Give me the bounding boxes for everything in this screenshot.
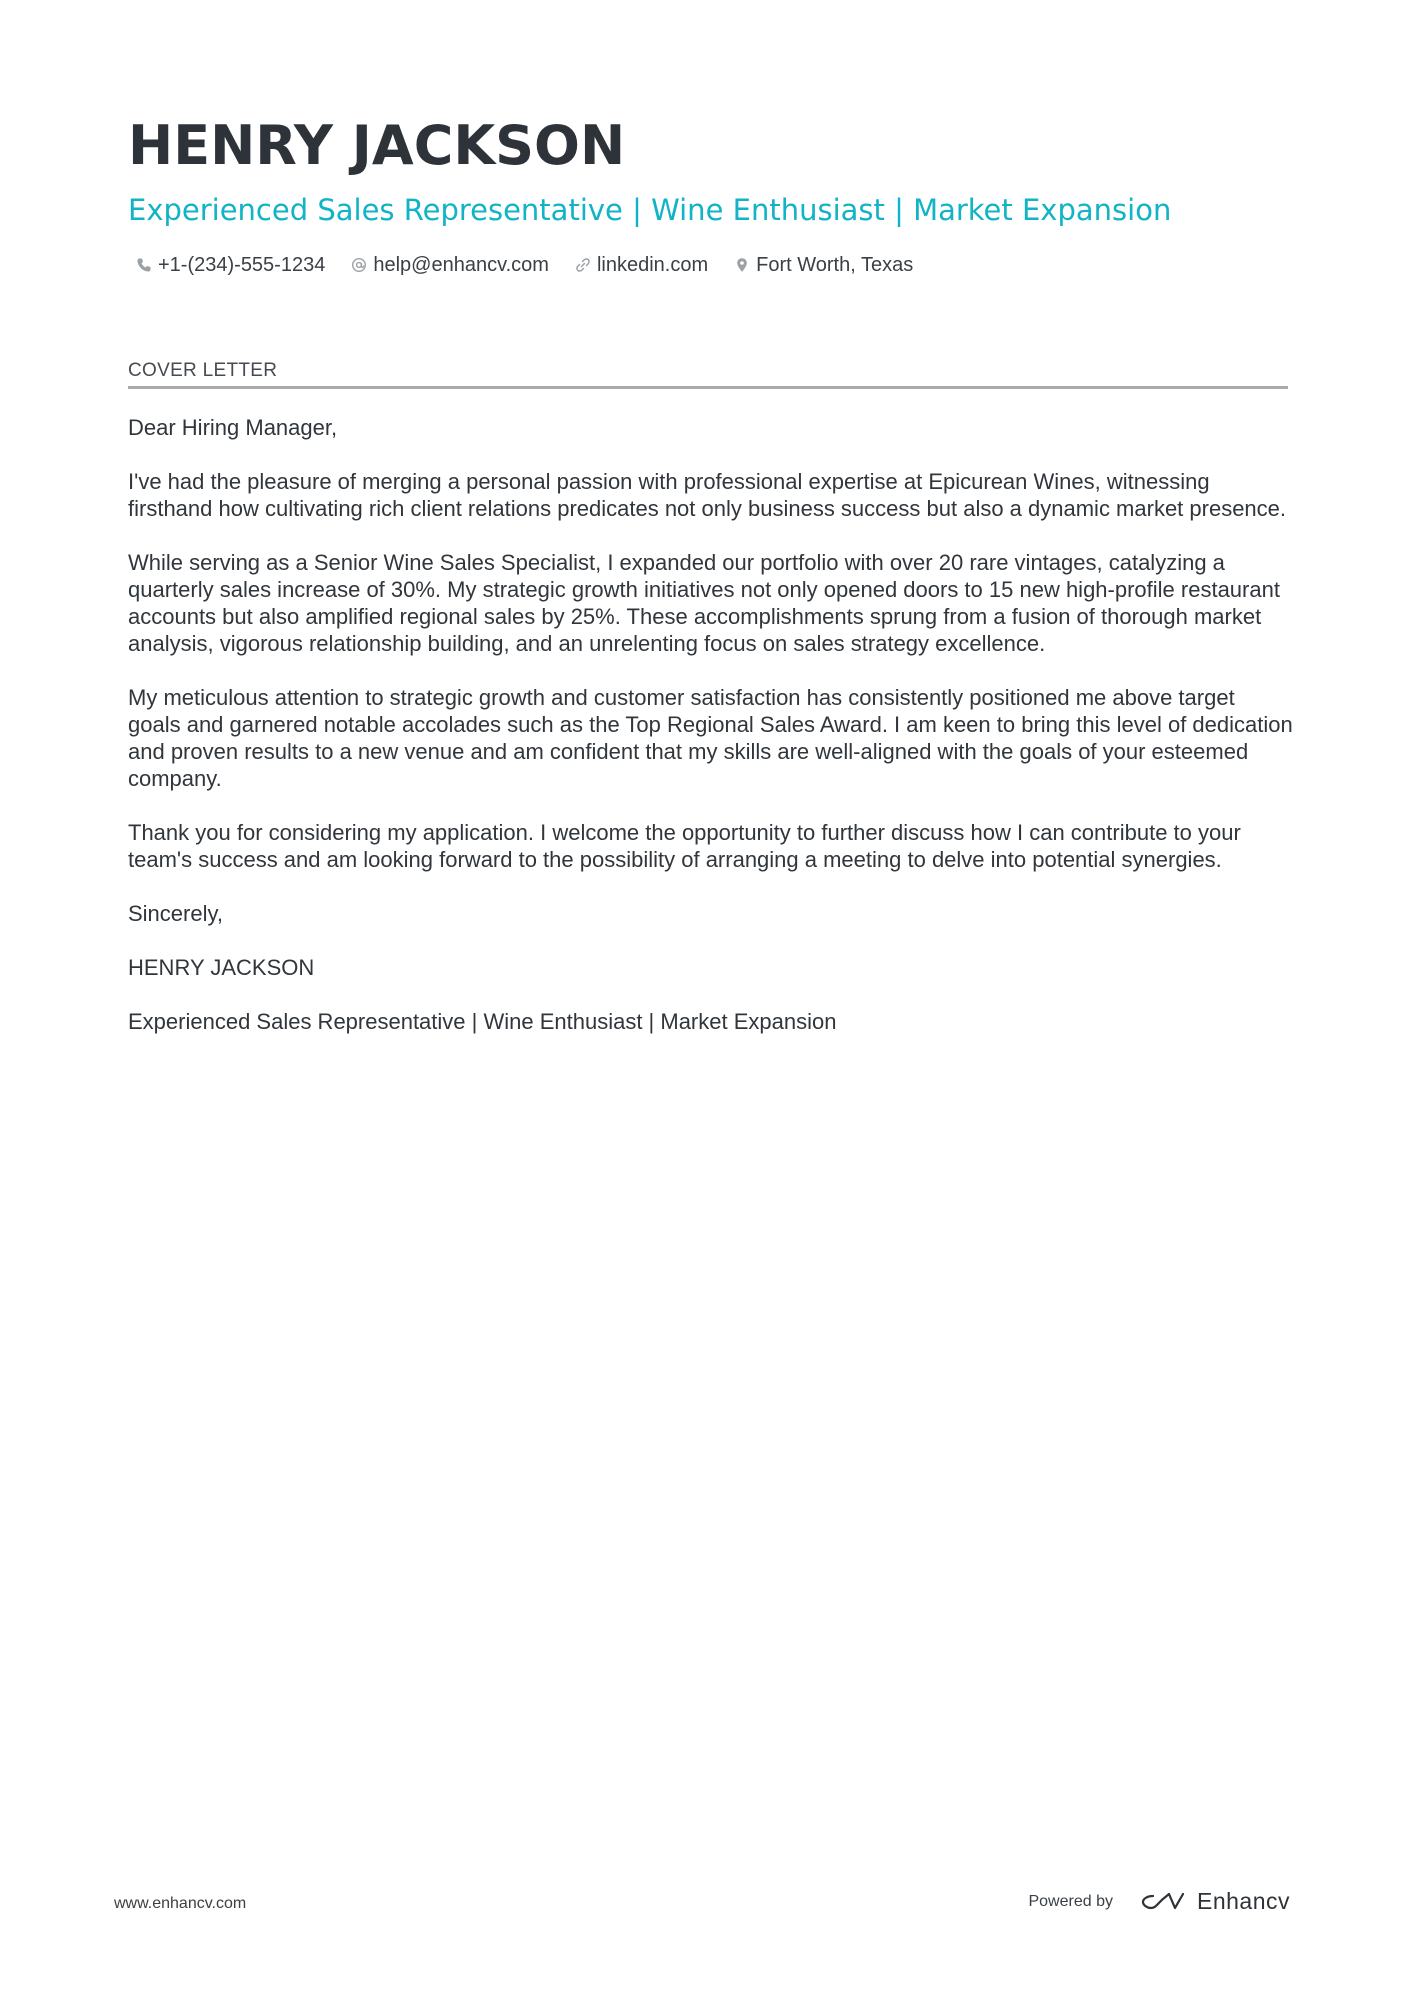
- closing: Sincerely,: [128, 901, 223, 926]
- email-text: help@enhancv.com: [373, 253, 549, 276]
- phone-icon: [136, 257, 152, 273]
- at-icon: [351, 257, 367, 273]
- contact-bar: [136, 250, 1288, 280]
- location-pin-icon: [734, 257, 750, 273]
- salutation: Dear Hiring Manager,: [128, 415, 338, 440]
- brand-logo[interactable]: [1139, 1888, 1290, 1915]
- footer-branding: [1028, 1888, 1290, 1915]
- letter-paragraph: While serving as a Senior Wine Sales Specialist, I expanded our portfolio with over 20 rare vintages, catalyzing a quarterly sales increase of 30%. My strategic growth initiatives not only opened doors to 15 new high-profile restaurant accounts but also amplified regional sales by 25%. These accomplishments sprung from a fusion of thorough market analysis, vigorous relationship building, and an unrelenting focus on sales strategy excellence.: [128, 550, 1280, 656]
- brand-name: Enhancv: [1196, 1888, 1290, 1914]
- phone-text: +1-(234)-555-1234: [158, 253, 326, 276]
- contact-phone: [136, 254, 325, 277]
- letter-paragraph: My meticulous attention to strategic growth and customer satisfaction has consistently positioned me above target goals and garnered notable accolades such as the Top Regional Sales Award. I am keen to bring this level of dedication and proven results to a new venue and am confident that my skills are well-aligned with the goals of your esteemed company.: [128, 685, 1293, 791]
- contact-location: [734, 254, 913, 277]
- powered-by-label: Powered by: [1028, 1892, 1113, 1910]
- signature-name: HENRY JACKSON: [128, 955, 315, 980]
- location-text: Fort Worth, Texas: [756, 253, 914, 276]
- contact-linkedin: [575, 254, 708, 277]
- applicant-name: HENRY JACKSON: [128, 114, 626, 177]
- linkedin-text: linkedin.com: [596, 253, 709, 276]
- applicant-title: Experienced Sales Representative | Wine Enthusiast | Market Expansion: [128, 193, 1172, 227]
- footer-website[interactable]: www.enhancv.com: [114, 1895, 247, 1912]
- signature-title: Experienced Sales Representative | Wine Enthusiast | Market Expansion: [128, 1009, 837, 1034]
- header: [128, 108, 1288, 280]
- section-title-cover-letter: COVER LETTER: [128, 360, 1288, 389]
- enhancv-logo-icon: [1139, 1890, 1185, 1914]
- link-icon: [575, 257, 591, 273]
- letter-paragraph: Thank you for considering my application. I welcome the opportunity to further discuss how I can contribute to your team's success and am looking forward to the possibility of arranging a meeting to delve into potential synergies.: [128, 820, 1241, 872]
- letter-paragraph: I've had the pleasure of merging a personal passion with professional expertise at Epicurean Wines, witnessing firsthand how cultivating rich client relations predicates not only business success but also a dynamic market presence.: [128, 469, 1287, 521]
- letter-body: [128, 414, 1293, 1062]
- contact-email: [351, 254, 549, 277]
